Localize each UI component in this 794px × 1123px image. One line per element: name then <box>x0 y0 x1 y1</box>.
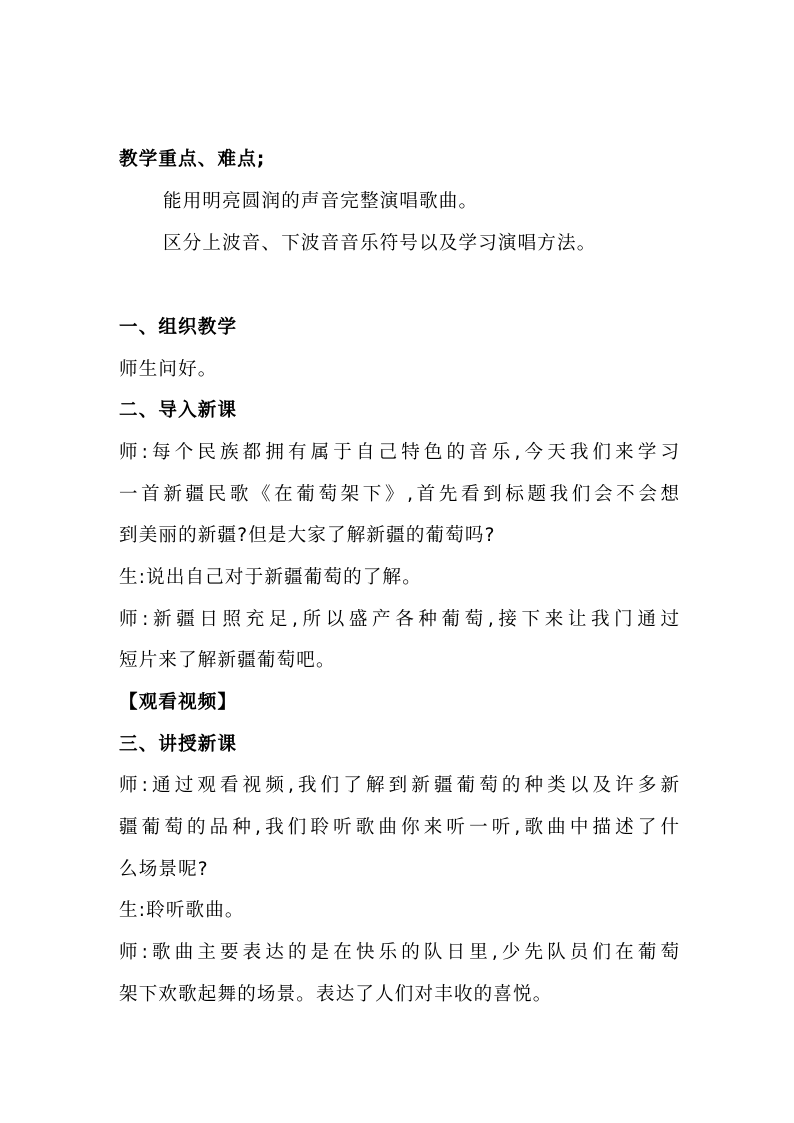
section3-heading: 三、讲授新课 <box>119 734 238 755</box>
section3-line-6: 架下欢歌起舞的场景。表达了人们对丰收的喜悦。 <box>119 984 553 1005</box>
section2-line-6: 短片来了解新疆葡萄吧。 <box>119 650 336 671</box>
section3-line-2: 疆葡萄的品种,我们聆听歌曲你来听一听,歌曲中描述了什 <box>119 817 679 838</box>
section3-line-3: 么场景呢? <box>119 859 209 880</box>
section3-line-1: 师:通过观看视频,我们了解到新疆葡萄的种类以及许多新 <box>119 775 679 796</box>
section2-line-1: 师:每个民族都拥有属于自己特色的音乐,今天我们来学习 <box>119 442 679 463</box>
section3-line-5: 师:歌曲主要表达的是在快乐的队日里,少先队员们在葡萄 <box>119 942 679 963</box>
key-point-2: 区分上波音、下波音音乐符号以及学习演唱方法。 <box>163 233 597 254</box>
section2-line-4: 生:说出自己对于新疆葡萄的了解。 <box>119 567 422 588</box>
key-points-heading: 教学重点、难点; <box>119 149 266 170</box>
key-point-1: 能用明亮圆润的声音完整演唱歌曲。 <box>163 191 479 212</box>
section1-heading: 一、组织教学 <box>119 317 238 338</box>
section2-line-5: 师:新疆日照充足,所以盛产各种葡萄,接下来让我门通过 <box>119 609 679 630</box>
section2-line-2: 一首新疆民歌《在葡萄架下》,首先看到标题我们会不会想 <box>119 484 679 505</box>
section3-line-4: 生:聆听歌曲。 <box>119 900 245 921</box>
video-label: 【观看视频】 <box>119 692 238 713</box>
section1-text: 师生问好。 <box>119 359 218 380</box>
section2-heading: 二、导入新课 <box>119 400 238 421</box>
section2-line-3: 到美丽的新疆?但是大家了解新疆的葡萄吗? <box>119 525 496 546</box>
